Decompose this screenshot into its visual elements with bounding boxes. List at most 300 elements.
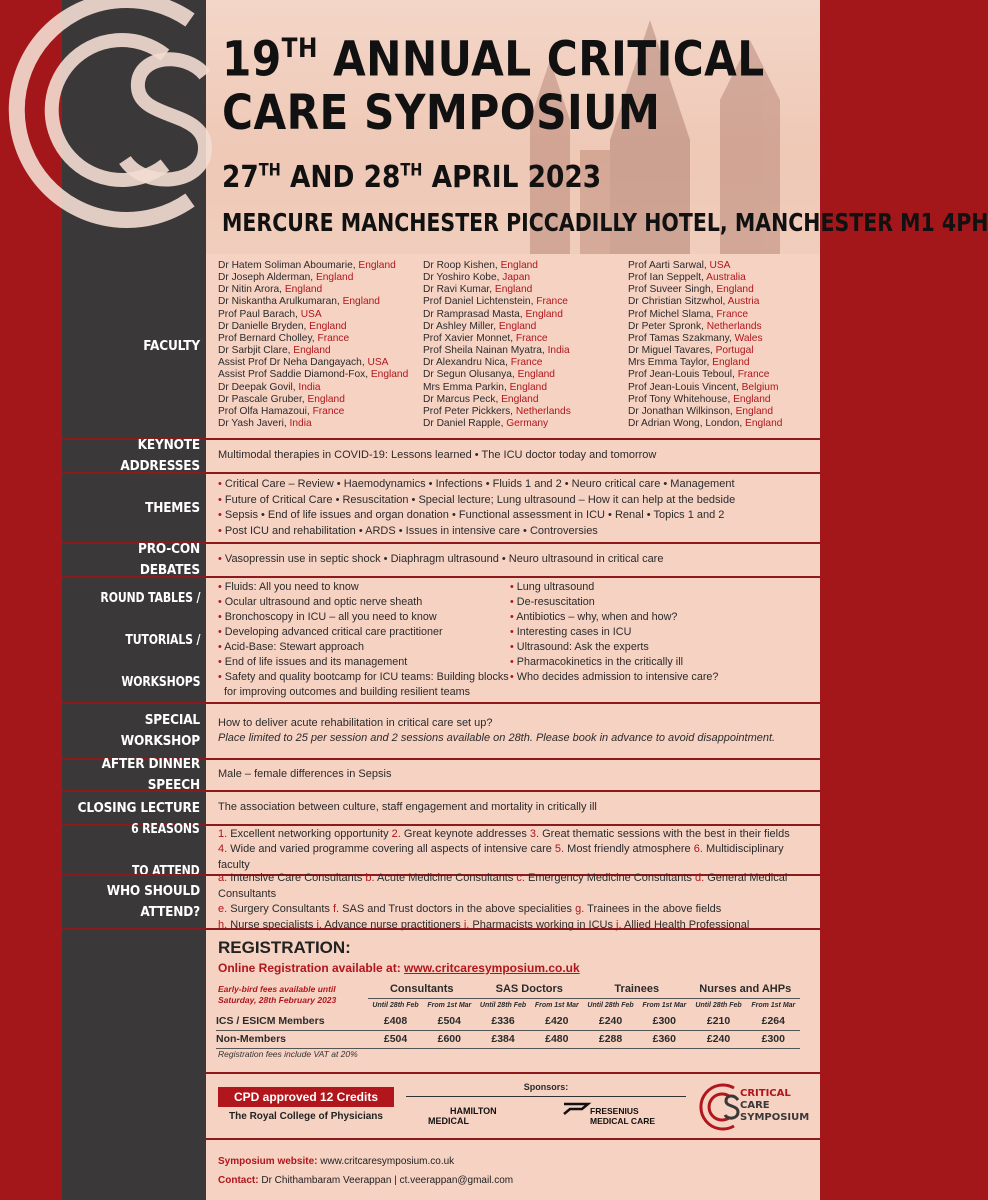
faculty-member bbox=[628, 260, 818, 272]
faculty-name: Prof Jean-Louis Teboul, bbox=[628, 369, 738, 381]
bullet-icon: • bbox=[510, 670, 517, 683]
cs-logo-small bbox=[700, 1080, 740, 1134]
faculty-name: Dr Sarbjit Clare, bbox=[218, 345, 294, 357]
roundtables-column-1 bbox=[218, 580, 510, 699]
bullet-icon: • bbox=[218, 493, 225, 506]
roundtable-text: Safety and quality bootcamp for ICU teams: Building blocks bbox=[224, 670, 509, 683]
special-workshop-title: How to deliver acute rehabilitation in critical care set up? bbox=[218, 716, 493, 729]
roundtable-text: Developing advanced critical care practitioner bbox=[224, 626, 443, 639]
faculty-name: Dr Nitin Arora, bbox=[218, 284, 285, 296]
faculty-name: Prof Paul Barach, bbox=[218, 308, 301, 320]
who-letter: j. bbox=[616, 918, 622, 931]
who-text: Surgery Consultants bbox=[227, 903, 333, 915]
faculty-country: Belgium bbox=[741, 381, 779, 393]
faculty-name: Prof Tony Whitehouse, bbox=[628, 393, 734, 405]
event-title: 19TH ANNUAL CRITICAL CARE SYMPOSIUM bbox=[222, 31, 765, 142]
dinner-section bbox=[62, 756, 820, 793]
roundtable-item bbox=[218, 670, 510, 685]
roundtable-text: Interesting cases in ICU bbox=[516, 626, 632, 639]
faculty-name: Dr Ashley Miller, bbox=[423, 320, 499, 332]
faculty-column-1 bbox=[218, 260, 423, 430]
faculty-list bbox=[218, 260, 818, 430]
faculty-country: England bbox=[712, 357, 750, 369]
roundtable-item bbox=[510, 670, 810, 685]
reason-text: Excellent networking opportunity bbox=[227, 827, 392, 840]
faculty-country: France bbox=[515, 332, 548, 344]
bullet-icon: • bbox=[510, 611, 517, 624]
faculty-country: Wales bbox=[734, 332, 763, 344]
theme-text: Future of Critical Care • Resuscitation • Special lecture; Lung ultrasound – How it can help at the bedside bbox=[224, 493, 736, 506]
faculty-member bbox=[218, 345, 423, 357]
vat-note: Registration fees include VAT at 20% bbox=[218, 1049, 358, 1059]
faculty-column-3 bbox=[628, 260, 818, 430]
fee-cell: £300 bbox=[747, 1030, 800, 1048]
faculty-name: Dr Pascale Gruber, bbox=[218, 393, 308, 405]
fee-subheader: From 1st Mar bbox=[751, 1001, 796, 1009]
fresenius-logo: FRESENIUS MEDICAL CARE bbox=[590, 1106, 656, 1126]
roundtable-text: Who decides admission to intensive care? bbox=[516, 670, 719, 683]
faculty-member bbox=[218, 382, 423, 394]
faculty-name: Prof Ian Seppelt, bbox=[628, 272, 707, 284]
faculty-country: England bbox=[525, 308, 563, 320]
registration-link[interactable]: www.critcaresymposium.co.uk bbox=[404, 961, 580, 975]
faculty-member bbox=[423, 333, 628, 345]
theme-text: Post ICU and rehabilitation • ARDS • Issues in intensive care • Controversies bbox=[224, 524, 598, 537]
reasons-line bbox=[218, 842, 814, 873]
themes-list bbox=[218, 474, 814, 542]
roundtable-item bbox=[218, 640, 510, 655]
reason-number: 1. bbox=[218, 827, 228, 840]
bullet-icon: • bbox=[510, 641, 517, 653]
who-text: Acute Medicine Consultants bbox=[374, 872, 517, 884]
faculty-member bbox=[423, 418, 628, 430]
faculty-country: Japan bbox=[502, 272, 531, 284]
roundtable-item bbox=[510, 580, 810, 595]
faculty-country: England bbox=[745, 418, 783, 430]
reason-number: 5. bbox=[554, 843, 565, 856]
fee-cell: £240 bbox=[583, 1012, 638, 1030]
faculty-name: Prof Olfa Hamazoui, bbox=[218, 405, 313, 417]
faculty-country: France bbox=[737, 369, 770, 381]
faculty-name: Dr Deepak Govil, bbox=[218, 381, 299, 393]
faculty-member bbox=[218, 296, 423, 308]
faculty-country: England bbox=[494, 284, 533, 296]
who-line bbox=[218, 871, 814, 902]
roundtables-column-2 bbox=[510, 580, 810, 699]
roundtable-text: Ocular ultrasound and optic nerve sheath bbox=[224, 596, 423, 609]
fee-subheader: From 1st Mar bbox=[642, 1001, 687, 1009]
roundtable-item bbox=[510, 640, 810, 655]
event-venue: MERCURE MANCHESTER PICCADILLY HOTEL, MANCHESTER M1 4PH bbox=[222, 208, 988, 237]
faculty-member bbox=[423, 260, 628, 272]
faculty-country: USA bbox=[367, 357, 389, 369]
sponsors-label: Sponsors: bbox=[523, 1082, 569, 1092]
fee-cell: £600 bbox=[423, 1030, 475, 1048]
table-row bbox=[216, 1012, 800, 1030]
faculty-country: USA bbox=[300, 308, 322, 320]
who-letter: b. bbox=[365, 872, 375, 884]
fee-cell: £240 bbox=[691, 1030, 747, 1048]
faculty-member bbox=[628, 272, 818, 284]
faculty-country: Austria bbox=[727, 296, 760, 308]
faculty-label: FACULTY bbox=[143, 337, 200, 354]
faculty-member bbox=[628, 321, 818, 333]
faculty-member bbox=[423, 369, 628, 381]
who-line bbox=[218, 902, 814, 918]
faculty-name: Assist Prof Dr Neha Dangayach, bbox=[218, 357, 368, 369]
roundtable-text: Bronchoscopy in ICU – all you need to know bbox=[224, 611, 437, 624]
faculty-name: Prof Aarti Sarwal, bbox=[628, 260, 710, 271]
faculty-name: Prof Jean-Louis Vincent, bbox=[628, 381, 742, 393]
faculty-country: England bbox=[358, 260, 396, 271]
faculty-country: England bbox=[509, 381, 547, 393]
faculty-name: Dr Christian Sitzwhol, bbox=[628, 296, 728, 308]
fee-group-header: SAS Doctors bbox=[476, 980, 584, 998]
bullet-icon: • bbox=[218, 611, 225, 624]
faculty-member bbox=[218, 309, 423, 321]
roundtable-item bbox=[510, 625, 810, 640]
faculty-member bbox=[628, 418, 818, 430]
registration-section bbox=[62, 928, 820, 1068]
reason-number: 2. bbox=[391, 827, 401, 840]
faculty-country: France bbox=[536, 296, 568, 308]
reasons-label: 6 REASONS TO ATTEND bbox=[131, 820, 200, 879]
bullet-icon: • bbox=[218, 596, 225, 609]
fee-cell: £504 bbox=[368, 1030, 423, 1048]
faculty-country: Australia bbox=[706, 272, 746, 284]
theme-line bbox=[218, 524, 814, 540]
earlybird-note: Early-bird fees available until Saturday, 28th February 2023 bbox=[218, 984, 337, 1005]
faculty-country: France bbox=[312, 405, 345, 417]
faculty-member bbox=[423, 296, 628, 308]
registration-online: Online Registration available at: www.critcaresymposium.co.uk bbox=[218, 961, 580, 975]
themes-label: THEMES bbox=[145, 499, 200, 516]
faculty-name: Prof Xavier Monnet, bbox=[423, 332, 516, 344]
faculty-country: Portugal bbox=[715, 345, 754, 357]
faculty-country: England bbox=[501, 393, 539, 405]
faculty-country: France bbox=[716, 308, 749, 320]
reason-number: 6. bbox=[693, 843, 703, 856]
fee-cell: £504 bbox=[423, 1012, 475, 1030]
themes-section bbox=[62, 472, 820, 542]
faculty-member bbox=[218, 333, 423, 345]
cs-logo-large bbox=[0, 0, 240, 240]
faculty-name: Dr Marcus Peck, bbox=[423, 393, 502, 405]
who-letter: g. bbox=[575, 903, 585, 915]
faculty-name: Prof Suveer Singh, bbox=[628, 284, 717, 296]
faculty-name: Prof Bernard Cholley, bbox=[218, 332, 318, 344]
roundtables-label: ROUND TABLES / TUTORIALS / WORKSHOPS bbox=[100, 589, 200, 690]
roundtable-item bbox=[218, 595, 510, 610]
faculty-country: England bbox=[370, 369, 409, 381]
keynote-section bbox=[62, 438, 820, 472]
who-letter: h. bbox=[218, 918, 228, 931]
sponsors-divider bbox=[406, 1096, 686, 1097]
bullet-icon: • bbox=[218, 524, 225, 537]
faculty-member bbox=[218, 418, 423, 430]
roundtable-text: Pharmacokinetics in the critically ill bbox=[516, 655, 683, 668]
fee-cell: £288 bbox=[583, 1030, 638, 1048]
faculty-member bbox=[628, 345, 818, 357]
fee-cell: £264 bbox=[747, 1012, 800, 1030]
faculty-member bbox=[218, 394, 423, 406]
faculty-member bbox=[628, 333, 818, 345]
procon-text: • Vasopressin use in septic shock • Diaphragm ultrasound • Neuro ultrasound in critical care bbox=[218, 553, 664, 566]
rcp-label: The Royal College of Physicians bbox=[229, 1111, 383, 1122]
faculty-country: Netherlands bbox=[515, 405, 571, 417]
who-letter: c. bbox=[516, 872, 525, 884]
fee-cell: £210 bbox=[691, 1012, 747, 1030]
faculty-name: Prof Peter Pickkers, bbox=[423, 405, 516, 417]
reason-text: Most friendly atmosphere bbox=[564, 843, 694, 856]
faculty-member bbox=[423, 357, 628, 369]
faculty-member bbox=[423, 284, 628, 296]
faculty-name: Prof Sheila Nainan Myatra, bbox=[423, 345, 548, 357]
roundtable-item bbox=[510, 655, 810, 670]
reason-text: Great keynote addresses bbox=[400, 827, 530, 840]
faculty-member bbox=[423, 309, 628, 321]
procon-label: PRO-CON DEBATES bbox=[137, 541, 200, 578]
bullet-icon: • bbox=[218, 478, 225, 490]
registration-title: REGISTRATION: bbox=[218, 938, 351, 957]
fee-subheader: Until 28th Feb bbox=[695, 1001, 742, 1009]
fee-row-label: ICS / ESICM Members bbox=[216, 1012, 368, 1030]
faculty-column-2 bbox=[423, 260, 628, 430]
faculty-name: Dr Roop Kishen, bbox=[423, 260, 501, 271]
faculty-section bbox=[62, 254, 820, 438]
roundtable-item bbox=[510, 610, 810, 625]
roundtable-text: Fluids: All you need to know bbox=[224, 581, 359, 594]
procon-section bbox=[62, 542, 820, 576]
faculty-name: Prof Tamas Szakmany, bbox=[628, 332, 735, 344]
faculty-name: Dr Ravi Kumar, bbox=[423, 284, 495, 296]
faculty-member bbox=[628, 369, 818, 381]
faculty-country: England bbox=[716, 284, 754, 296]
faculty-member bbox=[423, 345, 628, 357]
faculty-name: Dr Danielle Bryden, bbox=[218, 320, 310, 332]
faculty-name: Prof Daniel Lichtenstein, bbox=[423, 296, 537, 308]
who-text: Nurse specialists bbox=[227, 918, 317, 931]
faculty-country: England bbox=[284, 284, 323, 296]
footer-contact[interactable]: Contact: Dr Chithambaram Veerappan | ct.veerappan@gmail.com bbox=[218, 1175, 514, 1186]
faculty-country: India bbox=[289, 418, 312, 430]
faculty-name: Dr Yoshiro Kobe, bbox=[423, 272, 503, 284]
fee-cell: £408 bbox=[368, 1012, 423, 1030]
faculty-country: England bbox=[293, 345, 331, 357]
faculty-member bbox=[628, 296, 818, 308]
bullet-icon: • bbox=[218, 581, 225, 594]
faculty-country: Germany bbox=[506, 418, 549, 430]
fee-subheader: Until 28th Feb bbox=[479, 1001, 527, 1009]
special-workshop-label: SPECIAL WORKSHOP bbox=[120, 712, 200, 749]
who-text: Pharmacists working in ICUs bbox=[469, 918, 617, 931]
who-text: SAS and Trust doctors in the above specialities bbox=[339, 903, 576, 915]
who-letter: d. bbox=[694, 872, 705, 884]
faculty-member bbox=[423, 272, 628, 284]
faculty-country: England bbox=[315, 272, 354, 284]
faculty-member bbox=[218, 321, 423, 333]
fee-subheader: From 1st Mar bbox=[534, 1001, 579, 1009]
fee-subheader: Until 28th Feb bbox=[372, 1001, 419, 1009]
bullet-icon: • bbox=[218, 655, 225, 668]
who-text: Intensive Care Consultants bbox=[227, 872, 366, 884]
roundtable-item bbox=[218, 685, 510, 700]
sponsors-section bbox=[206, 1072, 820, 1140]
who-label: WHO SHOULD ATTEND? bbox=[106, 883, 200, 920]
who-letter: f. bbox=[332, 903, 340, 915]
reason-number: 3. bbox=[529, 827, 540, 840]
bullet-icon: • bbox=[218, 626, 225, 639]
faculty-name: Prof Michel Slama, bbox=[628, 308, 717, 320]
faculty-member bbox=[423, 321, 628, 333]
event-dates: 27TH AND 28TH APRIL 2023 bbox=[222, 160, 602, 195]
faculty-member bbox=[628, 394, 818, 406]
faculty-name: Dr Yash Javeri, bbox=[218, 418, 290, 430]
bullet-icon: • bbox=[218, 509, 225, 521]
fee-group-header: Trainees bbox=[583, 980, 691, 998]
fee-cell: £420 bbox=[531, 1012, 583, 1030]
faculty-name: Dr Adrian Wong, London, bbox=[628, 418, 746, 430]
special-workshop-section bbox=[62, 702, 820, 758]
faculty-member bbox=[628, 382, 818, 394]
faculty-member bbox=[218, 272, 423, 284]
faculty-name: Dr Hatem Soliman Aboumarie, bbox=[218, 260, 359, 271]
faculty-country: England bbox=[517, 369, 555, 381]
fee-group-header: Nurses and AHPs bbox=[691, 980, 801, 998]
bullet-icon: • bbox=[218, 670, 225, 683]
faculty-name: Dr Joseph Alderman, bbox=[218, 272, 316, 284]
fees-table bbox=[216, 980, 800, 1049]
faculty-name: Dr Niskantha Arulkumaran, bbox=[218, 296, 343, 308]
faculty-country: England bbox=[735, 405, 773, 417]
who-letter: e. bbox=[218, 903, 228, 915]
faculty-name: Mrs Emma Taylor, bbox=[628, 357, 713, 369]
faculty-country: England bbox=[500, 260, 538, 271]
fresenius-mark-icon bbox=[562, 1102, 592, 1116]
footer-website[interactable]: Symposium website: www.critcaresymposium.co.uk bbox=[218, 1156, 455, 1167]
keynote-label: KEYNOTE ADDRESSES bbox=[120, 437, 200, 474]
faculty-member bbox=[218, 357, 423, 369]
fee-subheader: From 1st Mar bbox=[427, 1001, 472, 1009]
fee-cell: £480 bbox=[531, 1030, 583, 1048]
cpd-badge: CPD approved 12 Credits bbox=[218, 1087, 394, 1107]
faculty-name: Dr Segun Olusanya, bbox=[423, 369, 518, 381]
dinner-text: Male – female differences in Sepsis bbox=[218, 768, 392, 781]
roundtable-text: for improving outcomes and building resilient teams bbox=[224, 685, 471, 698]
faculty-member bbox=[218, 406, 423, 418]
faculty-country: England bbox=[309, 320, 347, 332]
faculty-country: England bbox=[498, 320, 537, 332]
roundtables-section bbox=[62, 576, 820, 702]
who-letter: a. bbox=[218, 872, 228, 884]
theme-line bbox=[218, 477, 814, 493]
faculty-member bbox=[628, 357, 818, 369]
roundtable-text: Antibiotics – why, when and how? bbox=[516, 611, 678, 624]
faculty-country: England bbox=[307, 393, 345, 405]
theme-text: Sepsis • End of life issues and organ donation • Functional assessment in ICU • Renal • Topics 1 and 2 bbox=[224, 509, 725, 521]
poster-header bbox=[62, 0, 988, 254]
roundtable-item bbox=[218, 580, 510, 595]
faculty-name: Dr Jonathan Wilkinson, bbox=[628, 405, 736, 417]
faculty-name: Mrs Emma Parkin, bbox=[423, 381, 510, 393]
theme-text: Critical Care – Review • Haemodynamics • Infections • Fluids 1 and 2 • Neuro critical care • Management bbox=[224, 478, 735, 490]
bullet-icon: • bbox=[510, 626, 517, 639]
bullet-icon: • bbox=[510, 655, 517, 668]
fee-row-label: Non-Members bbox=[216, 1030, 368, 1048]
faculty-name: Assist Prof Saddie Diamond-Fox, bbox=[218, 369, 371, 381]
faculty-name: Dr Alexandru Nica, bbox=[423, 357, 511, 369]
fee-cell: £360 bbox=[638, 1030, 690, 1048]
theme-line bbox=[218, 508, 814, 524]
roundtable-text: Ultrasound: Ask the experts bbox=[516, 641, 649, 653]
fee-subheader: Until 28th Feb bbox=[587, 1001, 634, 1009]
faculty-name: Dr Peter Spronk, bbox=[628, 320, 707, 332]
fee-cell: £300 bbox=[638, 1012, 690, 1030]
roundtable-text: Acid-Base: Stewart approach bbox=[224, 641, 365, 653]
roundtable-text: Lung ultrasound bbox=[516, 581, 595, 594]
faculty-name: Dr Daniel Rapple, bbox=[423, 418, 507, 430]
faculty-country: USA bbox=[709, 260, 731, 271]
who-letter: i. bbox=[316, 918, 322, 931]
reason-text: Wide and varied programme covering all aspects of intensive care bbox=[227, 843, 555, 856]
dinner-label: AFTER DINNER SPEECH bbox=[101, 756, 200, 793]
faculty-member bbox=[218, 260, 423, 272]
roundtable-item bbox=[510, 595, 810, 610]
faculty-country: England bbox=[733, 393, 771, 405]
cs-logo-text: CRITICAL CARE SYMPOSIUM bbox=[740, 1088, 810, 1123]
faculty-member bbox=[628, 309, 818, 321]
faculty-member bbox=[423, 406, 628, 418]
table-row bbox=[216, 1030, 800, 1048]
reasons-line bbox=[218, 827, 814, 843]
bullet-icon: • bbox=[218, 641, 225, 653]
who-letter: i. bbox=[463, 918, 470, 931]
faculty-member bbox=[218, 369, 423, 381]
roundtable-text: De-resuscitation bbox=[516, 596, 595, 609]
who-text: General Medical Consultants bbox=[218, 872, 788, 900]
bullet-icon: • bbox=[510, 596, 517, 609]
closing-text: The association between culture, staff engagement and mortality in critically ill bbox=[218, 801, 597, 814]
faculty-country: France bbox=[317, 332, 350, 344]
roundtable-item bbox=[218, 610, 510, 625]
who-text: Advance nurse practitioners bbox=[321, 918, 464, 931]
faculty-name: Dr Ramprasad Masta, bbox=[423, 308, 526, 320]
faculty-country: England bbox=[342, 296, 380, 308]
keynote-text: Multimodal therapies in COVID-19: Lessons learned • The ICU doctor today and tomorrow bbox=[218, 449, 657, 462]
who-text: Trainees in the above fields bbox=[584, 903, 722, 915]
fee-group-header: Consultants bbox=[368, 980, 476, 998]
faculty-name: Dr Miguel Tavares, bbox=[628, 345, 716, 357]
special-workshop-note: Place limited to 25 per session and 2 sessions available on 28th. Please book in advance to avoid disappointment. bbox=[218, 732, 776, 744]
faculty-member bbox=[423, 382, 628, 394]
fee-cell: £384 bbox=[476, 1030, 531, 1048]
faculty-country: France bbox=[510, 357, 543, 369]
reasons-list bbox=[218, 826, 814, 874]
faculty-member bbox=[628, 284, 818, 296]
bullet-icon: • bbox=[510, 581, 517, 594]
theme-line bbox=[218, 493, 814, 509]
faculty-country: India bbox=[547, 345, 570, 357]
reason-text: Multidisciplinary faculty bbox=[218, 843, 784, 871]
who-text: Allied Health Professional bbox=[621, 918, 750, 931]
faculty-member bbox=[628, 406, 818, 418]
faculty-member bbox=[423, 394, 628, 406]
faculty-country: Netherlands bbox=[706, 320, 762, 332]
roundtable-text: End of life issues and its management bbox=[224, 655, 408, 668]
reason-text: Great thematic sessions with the best in their fields bbox=[539, 827, 790, 840]
fee-cell: £336 bbox=[476, 1012, 531, 1030]
who-section bbox=[62, 872, 820, 931]
